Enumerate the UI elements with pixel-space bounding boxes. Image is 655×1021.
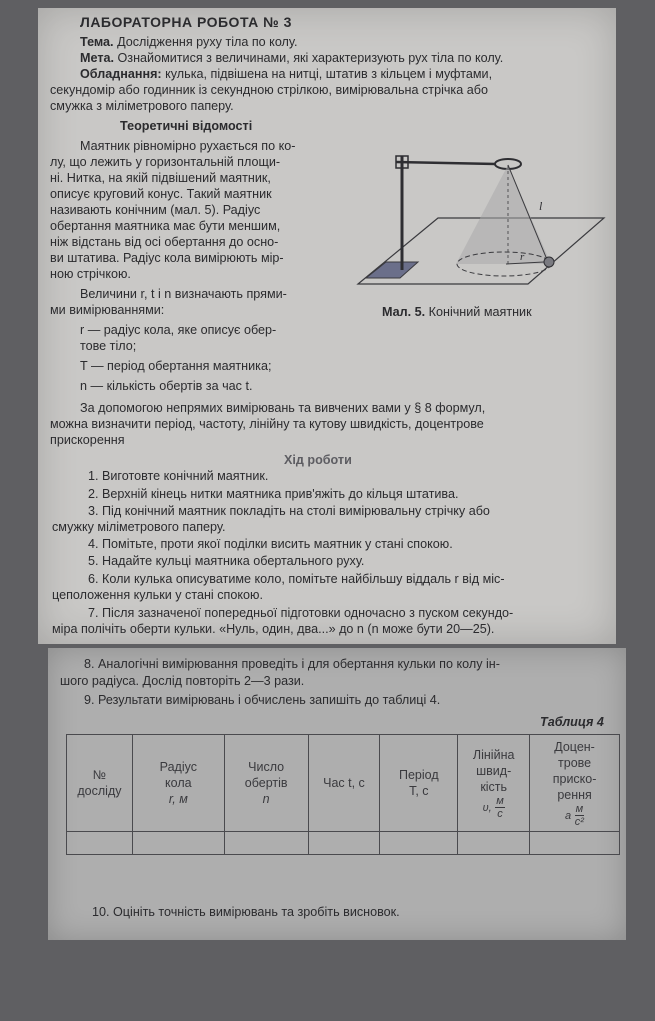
step-8-line-2: шого радіуса. Дослід повторіть 2—3 рази.	[60, 674, 305, 688]
table-cell	[380, 832, 458, 855]
theory-heading: Теоретичні відомості	[120, 119, 253, 133]
step-4: 4. Помітьте, проти якої поділки висить маятник у стані спокою.	[88, 537, 453, 551]
theory-line: ною стрічкою.	[50, 267, 131, 281]
page-lower	[48, 648, 626, 940]
step-1: 1. Виготовте конічний маятник.	[88, 469, 269, 483]
col-number	[67, 735, 133, 832]
lab-title: ЛАБОРАТОРНА РОБОТА № 3	[80, 14, 292, 30]
table-row	[67, 832, 620, 855]
theory-line: ніж відстань від осі обертання до осно-	[50, 235, 279, 249]
header-text: Лінійна	[472, 747, 515, 762]
step-3-line-1: 3. Під конічний маятник покладіть на столі вимірювальну стрічку або	[88, 504, 490, 518]
header-text: Доцен-	[554, 739, 595, 754]
table-cell	[308, 832, 380, 855]
header-text: n	[262, 792, 270, 806]
step-3-line-2: смужку міліметрового паперу.	[52, 520, 226, 534]
def-r-1: r — радіус кола, яке описує обер-	[80, 323, 277, 337]
header-text: кість	[480, 779, 508, 794]
header-text: обертів	[244, 776, 288, 790]
table-cell	[132, 832, 224, 855]
header-text: рення	[557, 787, 592, 802]
col-time	[308, 735, 380, 832]
cone	[456, 165, 551, 264]
theory-line: називають конічним (мал. 5). Радіус	[50, 203, 261, 217]
table-header-row	[67, 735, 620, 832]
indirect-line-1: За допомогою непрямих вимірювань та вивчених вами у § 8 формул,	[80, 401, 486, 415]
topic-label: Тема.	[80, 35, 114, 49]
step-7-line-1: 7. Після зазначеної попередньої підготовки одночасно з пуском секундо-	[88, 606, 514, 620]
fraction-numerator: м	[496, 794, 504, 807]
label-l: l	[539, 199, 543, 213]
quantities-line-1: Величини r, t і n визначають прями-	[80, 287, 287, 301]
table-caption: Таблиця 4	[540, 715, 604, 729]
linear-unit	[458, 795, 529, 820]
header-text: приско-	[552, 771, 597, 786]
header-text: Період	[398, 768, 439, 782]
step-10: 10. Оцініть точність вимірювань та зробіть висновок.	[92, 905, 400, 919]
topic-line	[80, 34, 297, 50]
table-cell	[224, 832, 308, 855]
linear-fraction	[495, 795, 505, 820]
table-cell	[67, 832, 133, 855]
accel-symbol: a	[564, 809, 572, 822]
header-text: трове	[558, 755, 592, 770]
figure-caption	[382, 304, 532, 320]
step-2: 2. Верхній кінець нитки маятника прив'яжіть до кільця штатива.	[88, 487, 459, 501]
header-text: №	[92, 768, 107, 782]
theory-line: ні. Нитка, на якій підвішений маятник,	[50, 171, 271, 185]
theory-line: описує круговий конус. Такий маятник	[50, 187, 272, 201]
fraction-denominator: с	[497, 807, 503, 820]
accel-unit	[530, 803, 619, 828]
table-cell	[458, 832, 530, 855]
def-T: T — період обертання маятника;	[80, 359, 272, 373]
linear-symbol: υ,	[482, 801, 492, 814]
step-5: 5. Надайте кульці маятника обертального руху.	[88, 554, 365, 568]
ball	[544, 257, 554, 267]
equipment-text-1: кулька, підвішена на нитці, штатив з кільцем і муфтами,	[165, 67, 493, 81]
page-upper	[38, 8, 616, 644]
header-text: досліду	[77, 784, 122, 798]
figure-caption-label: Мал. 5.	[382, 305, 426, 319]
header-text: Число	[248, 760, 285, 774]
equipment-label: Обладнання:	[80, 67, 162, 81]
conical-pendulum-figure	[356, 146, 606, 306]
step-8-line-1: 8. Аналогічні вимірювання проведіть і для обертання кульки по колу ін-	[84, 657, 500, 671]
header-text: Радіус	[159, 760, 197, 774]
theory-line: лу, що лежить у горизонтальній площи-	[50, 155, 281, 169]
goal-line	[80, 50, 503, 66]
theory-line: ви штатива. Радіус кола вимірюють мір-	[50, 251, 284, 265]
col-linear-speed	[458, 735, 530, 832]
fraction-denominator: с²	[574, 815, 584, 828]
step-7-line-2: міра полічіть оберти кульки. «Нуль, один, два...» до n (n може бути 20—25).	[52, 622, 495, 636]
step-9: 9. Результати вимірювань і обчислень запишіть до таблиці 4.	[84, 693, 441, 707]
stand-base	[366, 262, 418, 278]
def-r-2: тове тіло;	[80, 339, 137, 353]
col-centripetal-accel	[530, 735, 620, 832]
indirect-line-3: прискорення	[50, 433, 125, 447]
topic-text: Дослідження руху тіла по колу.	[117, 35, 298, 49]
figure-caption-text: Конічний маятник	[428, 305, 532, 319]
procedure-heading: Хід роботи	[284, 453, 352, 467]
goal-text: Ознайомитися з величинами, які характеризують рух тіла по колу.	[117, 51, 504, 65]
equipment-text-2: секундомір або годинник із секундною стрілкою, вимірювальна стрічка або	[50, 83, 488, 97]
accel-fraction	[575, 803, 585, 828]
col-period	[380, 735, 458, 832]
theory-line: обертання маятника має бути меншим,	[50, 219, 281, 233]
quantities-line-2: ми вимірюваннями:	[50, 303, 165, 317]
goal-label: Мета.	[80, 51, 114, 65]
stand-arm	[396, 162, 496, 164]
results-table	[66, 734, 620, 855]
step-6-line-1: 6. Коли кулька описуватиме коло, помітьте найбільшу віддаль r від міс-	[88, 572, 505, 586]
col-radius	[132, 735, 224, 832]
header-text: r, м	[168, 792, 188, 806]
step-6-line-2: цеположення кульки у стані спокою.	[52, 588, 263, 602]
equipment-line	[80, 66, 492, 82]
def-n: n — кількість обертів за час t.	[80, 379, 253, 393]
table-cell	[530, 832, 620, 855]
col-turns	[224, 735, 308, 832]
header-text: швид-	[476, 763, 512, 778]
header-text: Час t, с	[323, 776, 365, 790]
label-r: r	[520, 251, 525, 263]
fraction-numerator: м	[575, 802, 584, 815]
theory-line: Маятник рівномірно рухається по ко-	[80, 139, 296, 153]
header-text: кола	[165, 776, 192, 790]
indirect-line-2: можна визначити період, частоту, лінійну та кутову швидкість, доцентрове	[50, 417, 484, 431]
header-text: T, с	[409, 784, 429, 798]
equipment-text-3: смужка з міліметрового паперу.	[50, 99, 234, 113]
